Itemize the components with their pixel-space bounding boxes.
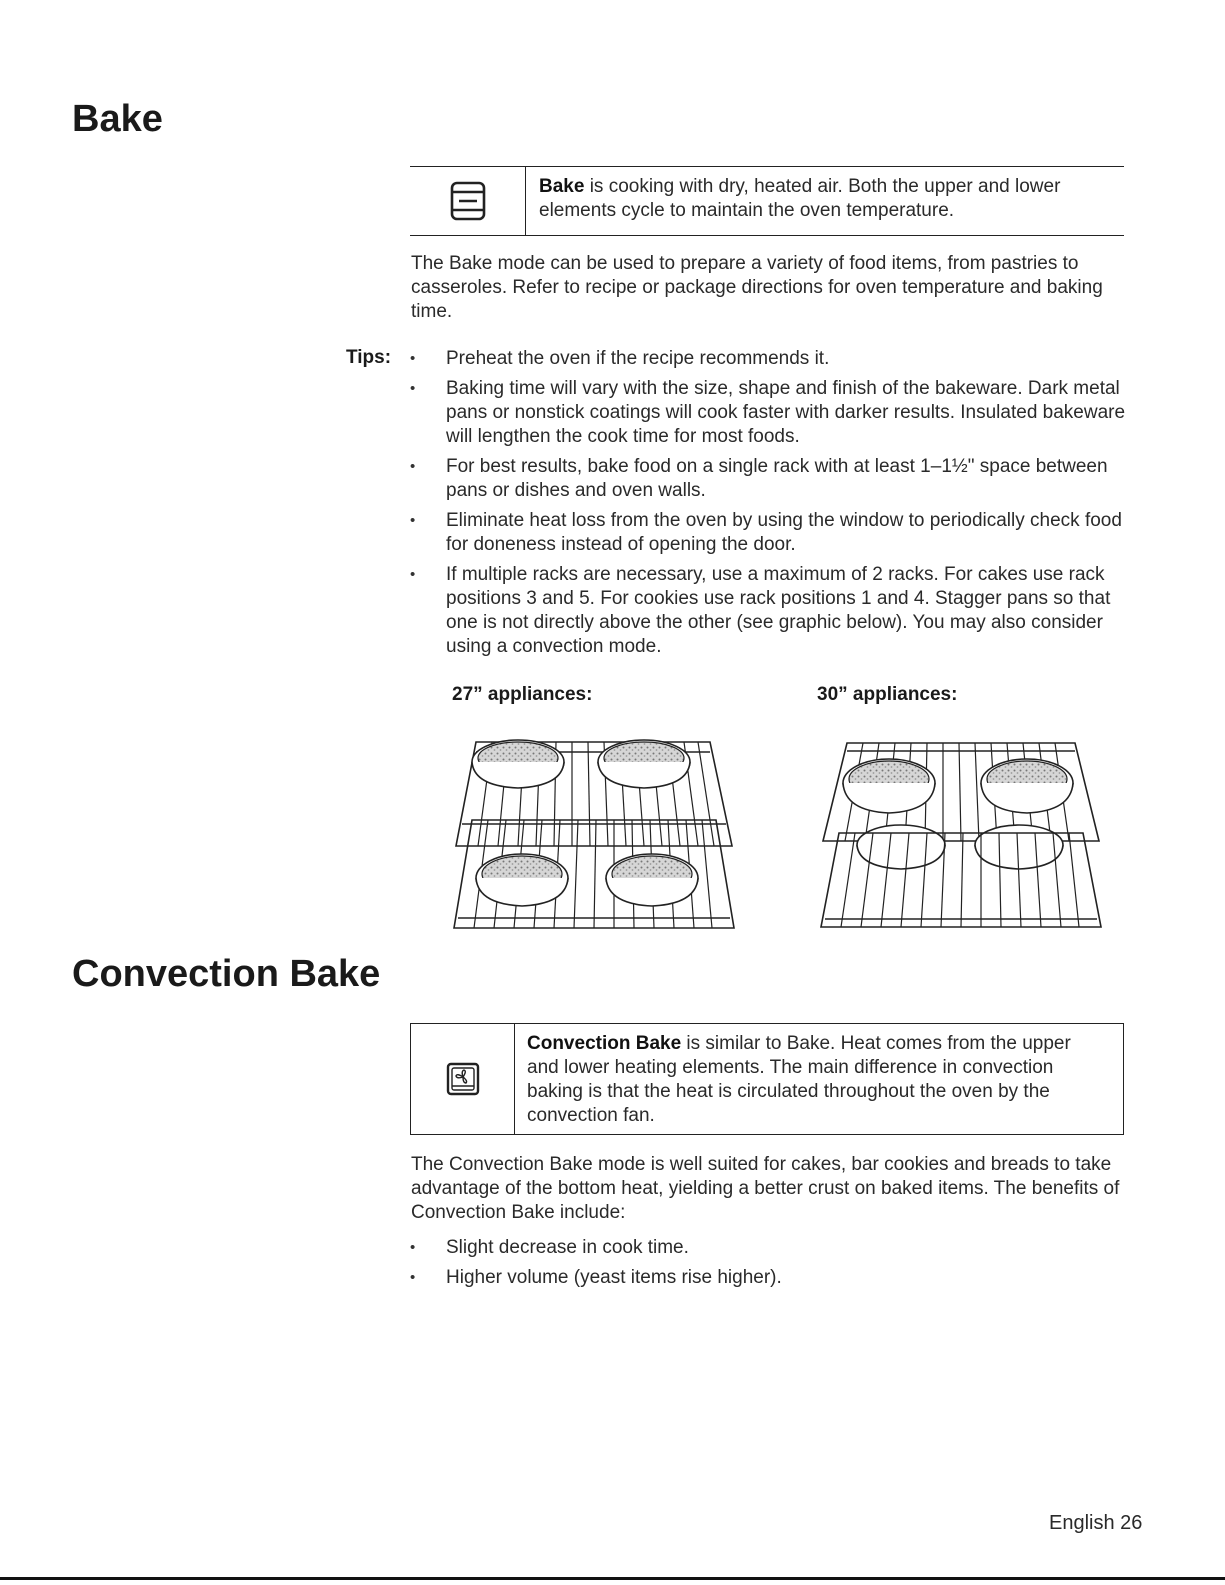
bake-mode-box bbox=[410, 166, 1124, 236]
pan bbox=[843, 759, 935, 813]
tip-item: • If multiple racks are necessary, use a maximum of 2 racks. For cakes use rack positions 3 and 5. For cookies use rack positions 1 and 4. Stagger pans so that one is not directly above the other (see graphic below). You may also consider using a convection mode. bbox=[410, 563, 1140, 659]
bake-description bbox=[539, 175, 1109, 223]
pan bbox=[975, 825, 1063, 869]
rack-27-illustration bbox=[448, 728, 740, 933]
footer-rule bbox=[0, 1577, 1225, 1580]
bake-description-text: is cooking with dry, heated air. Both the upper and lower elements cycle to maintain the oven temperature. bbox=[539, 176, 1061, 221]
pan bbox=[598, 740, 690, 788]
appliance-30-label: 30” appliances: bbox=[817, 684, 958, 705]
pan bbox=[476, 854, 568, 906]
pan bbox=[857, 825, 945, 869]
rack-30-illustration bbox=[815, 733, 1107, 933]
bake-heading: Bake bbox=[72, 98, 163, 140]
convection-icon-cell bbox=[411, 1024, 515, 1134]
tip-item: • Eliminate heat loss from the oven by using the window to periodically check food for doneness instead of opening the door. bbox=[410, 509, 1140, 557]
tips-label: Tips: bbox=[346, 347, 392, 368]
benefit-item: • Slight decrease in cook time. bbox=[410, 1236, 1140, 1260]
convection-description bbox=[527, 1032, 1107, 1128]
pan bbox=[606, 854, 698, 906]
pan bbox=[981, 759, 1073, 813]
tips-list bbox=[410, 347, 1140, 665]
convection-mode-box bbox=[410, 1023, 1124, 1135]
pan bbox=[472, 740, 564, 788]
benefit-item: • Higher volume (yeast items rise higher). bbox=[410, 1266, 1140, 1290]
convection-fan-icon bbox=[446, 1062, 480, 1096]
convection-term: Convection Bake bbox=[527, 1033, 682, 1054]
appliance-27-label: 27” appliances: bbox=[452, 684, 593, 705]
page-number: English 26 bbox=[1049, 1512, 1143, 1534]
convection-intro: The Convection Bake mode is well suited for cakes, bar cookies and breads to take advantage of the bottom heat, yielding a better crust on baked items. The benefits of Convection Bake include: bbox=[411, 1154, 1120, 1223]
bake-mode-icon bbox=[450, 181, 486, 221]
tip-item: • Baking time will vary with the size, shape and finish of the bakeware. Dark metal pans or nonstick coatings will cook faster with darker results. Insulated bakeware will lengthen the cook time for most foods. bbox=[410, 377, 1140, 449]
bake-intro: The Bake mode can be used to prepare a variety of food items, from pastries to casseroles. Refer to recipe or package directions for oven temperature and baking time. bbox=[411, 253, 1103, 322]
convection-bake-heading: Convection Bake bbox=[72, 953, 381, 995]
convection-benefits-list bbox=[410, 1236, 1140, 1296]
bake-icon-cell bbox=[410, 167, 526, 235]
bake-term: Bake bbox=[539, 176, 585, 197]
convection-description-text: is similar to Bake. Heat comes from the upper and lower heating elements. The main difference in convection baking is that the heat is circulated throughout the oven by the convection fan. bbox=[527, 1033, 1071, 1126]
tip-item: • Preheat the oven if the recipe recommends it. bbox=[410, 347, 1140, 371]
tip-item: • For best results, bake food on a single rack with at least 1–1½" space between pans or dishes and oven walls. bbox=[410, 455, 1140, 503]
